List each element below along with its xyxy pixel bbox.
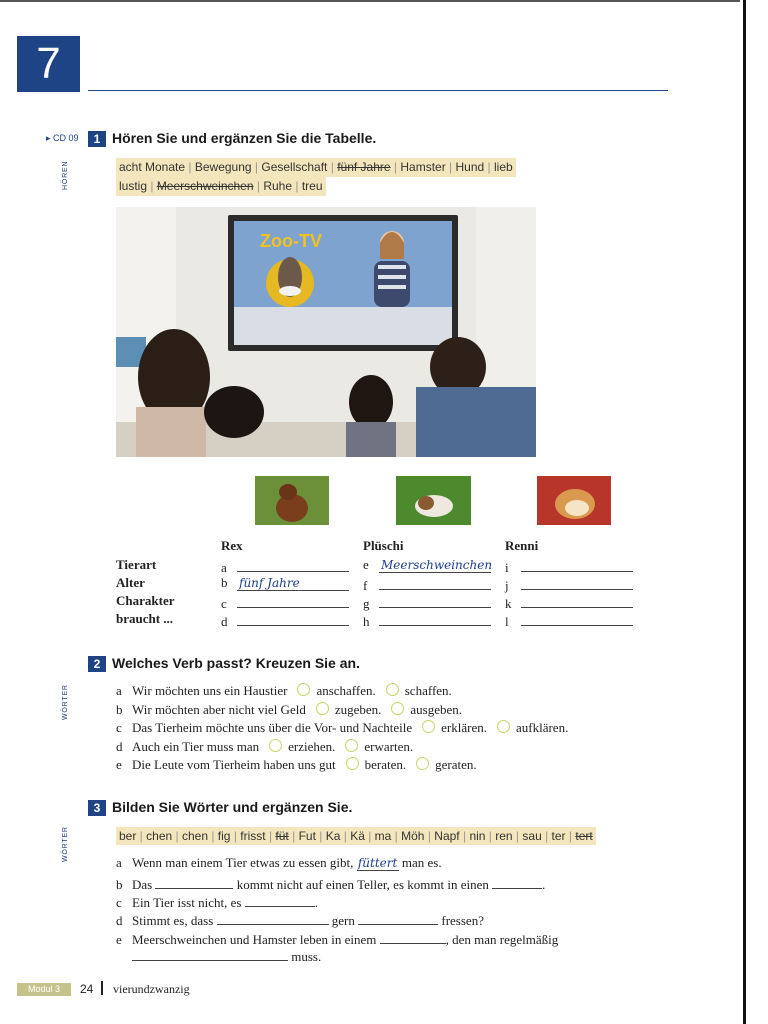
answer-blank[interactable] (379, 593, 491, 608)
section-tag-woerter-3: WÖRTER (62, 826, 69, 862)
box1-word: lieb (493, 160, 513, 174)
option-radio[interactable] (416, 757, 429, 770)
table-cell (363, 611, 491, 630)
table-cell (363, 575, 491, 594)
blank-c[interactable] (245, 892, 315, 907)
option-radio[interactable] (391, 702, 404, 715)
chapter-number-box (17, 36, 80, 92)
box1-word: Meerschweinchen (156, 179, 254, 193)
word-separator: | (253, 179, 264, 193)
blank-d1[interactable] (217, 910, 329, 925)
box1-word: Hamster (400, 160, 446, 174)
table-cell (221, 575, 349, 591)
task1-header (88, 130, 376, 148)
box1-word: treu (301, 179, 323, 193)
box1-word: Hund (455, 160, 485, 174)
table-cell (221, 557, 349, 576)
syllable: Möh (401, 829, 425, 843)
syllable-separator: | (424, 829, 435, 843)
answer-blank[interactable]: Meerschweinchen (381, 558, 493, 572)
syllable: chen (181, 829, 208, 843)
syllable: frisst (240, 829, 266, 843)
word-separator: | (185, 160, 195, 174)
item-text-end: man es. (401, 855, 442, 870)
word-separator: | (292, 179, 302, 193)
syllable-separator: | (315, 829, 326, 843)
task3-title: Bilden Sie Wörter und ergänzen Sie. (112, 799, 353, 815)
blank-d2[interactable] (358, 910, 438, 925)
blank-b2[interactable] (492, 874, 542, 889)
item-letter: d (116, 913, 123, 928)
table-row-label: braucht ... (116, 611, 174, 626)
cell-letter: d (221, 614, 228, 629)
option-radio[interactable] (345, 739, 358, 752)
table-cell (505, 593, 633, 612)
task2-item (116, 720, 568, 736)
family-tv-illustration (116, 207, 536, 457)
page-number: 24 (80, 982, 94, 996)
option-radio[interactable] (422, 720, 435, 733)
animal-name-rex: Rex (221, 538, 243, 553)
animal-name-plueschi: Plüschi (363, 538, 404, 553)
item-letter: d (116, 738, 123, 754)
answer-blank[interactable] (521, 593, 633, 608)
page-word: vierundzwanzig (113, 982, 190, 996)
answer-a[interactable]: füttert (357, 856, 398, 870)
task3-item-d (116, 910, 484, 929)
table-row-label: Alter (116, 575, 145, 590)
syllable-separator: | (340, 829, 351, 843)
box1-word: fünf Jahre (337, 160, 391, 174)
syllable: ter (551, 829, 566, 843)
page-edge (743, 0, 746, 1024)
item-text: Wir möchten aber nicht viel Geld (132, 701, 306, 717)
blank-e2[interactable] (132, 946, 288, 961)
option-label: beraten. (364, 757, 407, 772)
box1-word: lustig (119, 179, 148, 193)
table-cell (363, 557, 491, 573)
item-letter: c (116, 895, 122, 910)
cell-letter: j (505, 578, 509, 593)
option-radio[interactable] (269, 739, 282, 752)
section-tag-woerter-2: WÖRTER (62, 684, 69, 720)
answer-blank[interactable] (237, 557, 349, 572)
syllable: nin (469, 829, 486, 843)
item-text: Stimmt es, dass (132, 913, 214, 928)
module-badge: Modul 3 (17, 983, 71, 996)
syllable-separator: | (230, 829, 241, 843)
syllable: füt (275, 829, 289, 843)
item-letter: c (116, 720, 122, 735)
section-tag-hoeren: HÖREN (62, 160, 69, 190)
chapter-number: 7 (36, 39, 61, 88)
item-text-end: muss. (291, 949, 322, 964)
option-label: erklären. (441, 720, 487, 735)
item-text-mid: kommt nicht auf einen Teller, es kommt in einen (236, 877, 489, 892)
table-cell (221, 593, 349, 612)
box1-word: Bewegung (194, 160, 252, 174)
item-letter: e (116, 757, 122, 772)
syllable: tert (575, 829, 593, 843)
syllable-separator: | (512, 829, 523, 843)
item-text-end: . (314, 895, 318, 910)
item-text: Meerschweinchen und Hamster leben in einem (132, 932, 377, 947)
task2-item (116, 757, 477, 773)
item-text: Auch ein Tier muss man (132, 738, 260, 754)
answer-blank[interactable] (237, 611, 349, 626)
syllable-separator: | (485, 829, 496, 843)
cell-letter: e (363, 557, 369, 572)
syllable: ber (119, 829, 137, 843)
syllable-separator: | (459, 829, 470, 843)
item-text: Das Tierheim möchte uns über die Vor- und Nachteile (132, 720, 413, 735)
syllable-separator: | (364, 829, 375, 843)
syllable: sau (522, 829, 542, 843)
option-label: schaffen. (404, 683, 452, 698)
cell-letter: k (505, 596, 512, 611)
task3-header (88, 799, 352, 817)
item-text: Die Leute vom Tierheim haben uns gut (132, 757, 336, 772)
cell-letter: c (221, 596, 227, 611)
table-cell (505, 557, 633, 576)
option-label: anschaffen. (316, 683, 376, 698)
syllable-box (116, 827, 596, 845)
option-radio[interactable] (497, 720, 510, 733)
box1-word: Ruhe (263, 179, 293, 193)
task2-number: 2 (88, 656, 106, 672)
top-rule (0, 0, 740, 2)
blank-b1[interactable] (155, 874, 233, 889)
syllable: Ka (325, 829, 341, 843)
answer-blank[interactable] (521, 611, 633, 626)
item-letter: a (116, 683, 122, 698)
task3-item-a (116, 855, 442, 871)
word-separator: | (251, 160, 262, 174)
syllable-separator: | (265, 829, 276, 843)
item-text-end: . (542, 877, 546, 892)
syllable-separator: | (288, 829, 299, 843)
syllable-separator: | (391, 829, 402, 843)
task3-number: 3 (88, 800, 106, 816)
answer-blank[interactable]: fünf Jahre (237, 576, 349, 591)
syllable-separator: | (541, 829, 552, 843)
item-letter: e (116, 932, 122, 947)
cell-letter: f (363, 578, 368, 593)
option-radio[interactable] (297, 683, 310, 696)
table-row-label: Tierart (116, 557, 157, 572)
word-separator: | (484, 160, 494, 174)
item-letter: b (116, 701, 123, 717)
hamster-photo (537, 476, 611, 525)
table-row-label: Charakter (116, 593, 175, 608)
task2-title: Welches Verb passt? Kreuzen Sie an. (112, 655, 360, 671)
syllable-separator: | (172, 829, 182, 843)
option-radio[interactable] (316, 702, 329, 715)
word-separator: | (327, 160, 338, 174)
word-separator: | (147, 179, 157, 193)
syllable: fig (217, 829, 231, 843)
task2-header (88, 655, 360, 673)
item-text-mid: gern (331, 913, 355, 928)
option-label: geraten. (435, 757, 477, 772)
option-label: zugeben. (334, 701, 382, 717)
word-box-1 (116, 158, 516, 196)
syllable: ma (374, 829, 392, 843)
task3-item-e-cont (132, 946, 321, 965)
table-cell (505, 611, 633, 630)
cell-letter: a (221, 560, 227, 575)
item-text: Ein Tier isst nicht, es (132, 895, 242, 910)
guinea-pig-photo (396, 476, 471, 525)
item-text-mid: , den man regelmäßig (445, 932, 559, 947)
cell-letter: l (505, 614, 509, 629)
item-text-end: fressen? (441, 913, 484, 928)
item-text: Wenn man einem Tier etwas zu essen gibt, (132, 855, 354, 870)
option-label: ausgeben. (410, 701, 463, 717)
blank-e1[interactable] (380, 929, 446, 944)
syllable-separator: | (136, 829, 147, 843)
cd-track-label[interactable]: ▸ CD 09 (46, 133, 79, 143)
item-letter: a (116, 855, 122, 870)
word-separator: | (445, 160, 456, 174)
answer-blank[interactable] (379, 611, 491, 626)
option-label: aufklären. (516, 720, 569, 735)
box1-word: Gesellschaft (261, 160, 328, 174)
syllable: ren (495, 829, 513, 843)
dog-photo (255, 476, 329, 525)
task3-item-c (116, 892, 318, 911)
box1-word: acht Monate (119, 160, 186, 174)
tv-logo: Zoo-TV (260, 231, 322, 251)
cell-letter: g (363, 596, 370, 611)
item-letter: b (116, 877, 123, 892)
answer-blank[interactable] (237, 593, 349, 608)
answer-blank[interactable] (521, 557, 633, 572)
cell-letter: i (505, 560, 509, 575)
chapter-rule (88, 90, 668, 91)
item-text: Wir möchten uns ein Haustier (132, 683, 288, 698)
option-radio[interactable] (386, 683, 399, 696)
word-separator: | (390, 160, 401, 174)
syllable: Kä (350, 829, 365, 843)
task2-item (116, 683, 452, 699)
table-cell (505, 575, 633, 594)
task1-title: Hören Sie und ergänzen Sie die Tabelle. (112, 130, 377, 146)
option-label: erwarten. (364, 738, 414, 754)
cell-letter: b (221, 575, 228, 590)
animal-name-renni: Renni (505, 538, 539, 553)
footer-divider (101, 981, 103, 995)
syllable: Fut (298, 829, 316, 843)
table-cell (221, 611, 349, 630)
answer-blank[interactable] (521, 575, 633, 590)
family-tv-photo (116, 207, 536, 457)
syllable: chen (146, 829, 173, 843)
item-text: Das (132, 877, 153, 892)
option-label: erziehen. (288, 738, 336, 754)
syllable-separator: | (208, 829, 218, 843)
syllable-separator: | (565, 829, 576, 843)
option-radio[interactable] (346, 757, 359, 770)
task2-item (116, 739, 413, 755)
answer-blank[interactable] (379, 575, 491, 590)
task2-item (116, 702, 462, 718)
cell-letter: h (363, 614, 370, 629)
syllable: Napf (434, 829, 460, 843)
table-cell (363, 593, 491, 612)
task3-item-b (116, 874, 545, 893)
task1-number: 1 (88, 131, 106, 147)
